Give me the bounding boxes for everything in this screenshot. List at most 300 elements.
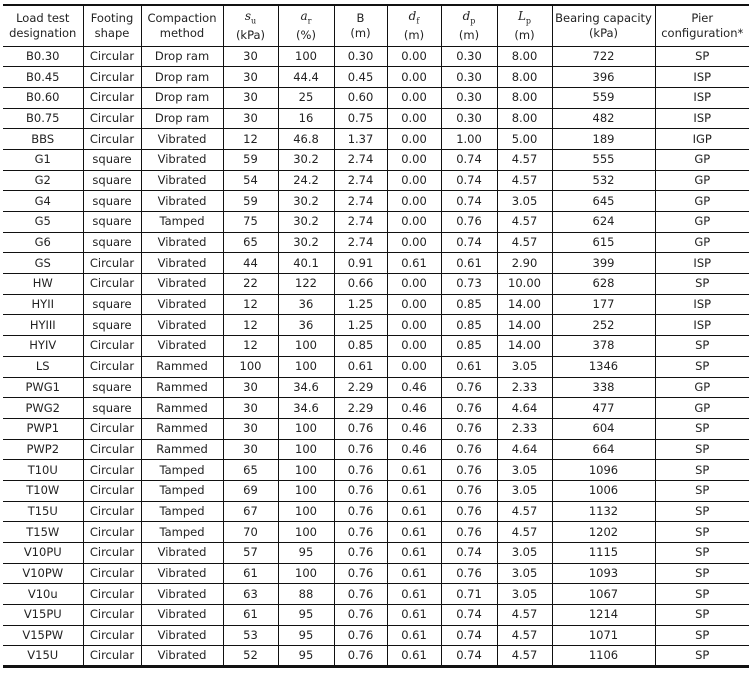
cell-su: 59: [223, 191, 278, 212]
cell-b: 2.74: [334, 149, 387, 170]
cell-dp: 0.74: [441, 625, 497, 646]
header-compaction-method: [141, 5, 223, 46]
cell-dp: 0.85: [441, 294, 497, 315]
cell-dp: 0.76: [441, 501, 497, 522]
cell-footing-shape: square: [83, 315, 141, 336]
cell-ar: 36: [278, 315, 334, 336]
cell-bearing-capacity: 532: [552, 170, 655, 191]
cell-df: 0.00: [387, 87, 441, 108]
cell-compaction-method: Vibrated: [141, 646, 223, 667]
cell-compaction-method: Tamped: [141, 501, 223, 522]
cell-footing-shape: Circular: [83, 625, 141, 646]
cell-compaction-method: Tamped: [141, 212, 223, 233]
cell-compaction-method: Vibrated: [141, 563, 223, 584]
cell-ar: 46.8: [278, 129, 334, 150]
cell-pier-configuration: SP: [655, 543, 749, 564]
header-df: [387, 5, 441, 46]
cell-footing-shape: square: [83, 191, 141, 212]
cell-dp: 0.30: [441, 108, 497, 129]
cell-ar: 44.4: [278, 67, 334, 88]
cell-bearing-capacity: 664: [552, 439, 655, 460]
cell-pier-configuration: ISP: [655, 294, 749, 315]
cell-lp: 14.00: [497, 294, 552, 315]
table-row: [3, 418, 749, 439]
table-body: [3, 46, 749, 667]
cell-df: 0.61: [387, 522, 441, 543]
cell-df: 0.61: [387, 584, 441, 605]
cell-b: 0.85: [334, 336, 387, 357]
cell-b: 0.76: [334, 646, 387, 667]
cell-pier-configuration: SP: [655, 646, 749, 667]
cell-designation: G2: [3, 170, 83, 191]
cell-dp: 0.76: [441, 460, 497, 481]
cell-lp: 4.57: [497, 232, 552, 253]
cell-dp: 0.74: [441, 605, 497, 626]
cell-designation: PWG1: [3, 377, 83, 398]
cell-b: 0.61: [334, 356, 387, 377]
cell-df: 0.61: [387, 605, 441, 626]
cell-pier-configuration: GP: [655, 212, 749, 233]
cell-dp: 0.74: [441, 543, 497, 564]
cell-footing-shape: Circular: [83, 584, 141, 605]
table-row: [3, 625, 749, 646]
cell-su: 30: [223, 398, 278, 419]
table-row: [3, 191, 749, 212]
cell-b: 0.76: [334, 418, 387, 439]
cell-su: 12: [223, 129, 278, 150]
cell-dp: 0.76: [441, 398, 497, 419]
cell-footing-shape: Circular: [83, 501, 141, 522]
cell-dp: 0.76: [441, 522, 497, 543]
header-load-test-designation: [3, 5, 83, 46]
cell-pier-configuration: GP: [655, 232, 749, 253]
table-row: [3, 253, 749, 274]
cell-footing-shape: square: [83, 149, 141, 170]
cell-df: 0.00: [387, 294, 441, 315]
cell-b: 0.76: [334, 439, 387, 460]
cell-su: 57: [223, 543, 278, 564]
cell-su: 100: [223, 356, 278, 377]
cell-lp: 4.57: [497, 605, 552, 626]
cell-pier-configuration: SP: [655, 46, 749, 67]
cell-footing-shape: Circular: [83, 543, 141, 564]
symbol-sub: u: [251, 15, 257, 25]
cell-bearing-capacity: 1093: [552, 563, 655, 584]
cell-bearing-capacity: 1214: [552, 605, 655, 626]
cell-pier-configuration: SP: [655, 501, 749, 522]
cell-footing-shape: Circular: [83, 605, 141, 626]
cell-ar: 30.2: [278, 191, 334, 212]
cell-b: 0.91: [334, 253, 387, 274]
cell-designation: V10PU: [3, 543, 83, 564]
header-bearing-capacity: [552, 5, 655, 46]
cell-dp: 1.00: [441, 129, 497, 150]
cell-designation: HYIII: [3, 315, 83, 336]
cell-b: 0.30: [334, 46, 387, 67]
cell-lp: 4.64: [497, 439, 552, 460]
cell-designation: T15W: [3, 522, 83, 543]
cell-su: 65: [223, 460, 278, 481]
header-line2: (m): [514, 27, 535, 42]
cell-lp: 4.57: [497, 625, 552, 646]
cell-ar: 16: [278, 108, 334, 129]
cell-su: 30: [223, 439, 278, 460]
cell-lp: 4.57: [497, 522, 552, 543]
cell-footing-shape: Circular: [83, 646, 141, 667]
cell-bearing-capacity: 1115: [552, 543, 655, 564]
cell-footing-shape: Circular: [83, 336, 141, 357]
cell-lp: 3.05: [497, 460, 552, 481]
cell-ar: 30.2: [278, 149, 334, 170]
cell-b: 2.29: [334, 377, 387, 398]
cell-footing-shape: Circular: [83, 67, 141, 88]
cell-df: 0.46: [387, 439, 441, 460]
cell-dp: 0.76: [441, 418, 497, 439]
header-line2: (m): [458, 27, 480, 42]
cell-df: 0.00: [387, 356, 441, 377]
cell-footing-shape: square: [83, 377, 141, 398]
cell-lp: 3.05: [497, 563, 552, 584]
cell-footing-shape: Circular: [83, 418, 141, 439]
cell-b: 2.74: [334, 232, 387, 253]
cell-ar: 100: [278, 563, 334, 584]
cell-pier-configuration: ISP: [655, 315, 749, 336]
cell-su: 69: [223, 480, 278, 501]
cell-designation: V10PW: [3, 563, 83, 584]
cell-lp: 14.00: [497, 336, 552, 357]
cell-su: 63: [223, 584, 278, 605]
cell-dp: 0.76: [441, 377, 497, 398]
cell-b: 0.75: [334, 108, 387, 129]
cell-pier-configuration: SP: [655, 605, 749, 626]
cell-dp: 0.74: [441, 191, 497, 212]
cell-lp: 2.90: [497, 253, 552, 274]
cell-footing-shape: square: [83, 212, 141, 233]
cell-ar: 40.1: [278, 253, 334, 274]
header-symbol: [463, 9, 476, 23]
cell-compaction-method: Drop ram: [141, 67, 223, 88]
cell-su: 30: [223, 87, 278, 108]
cell-su: 30: [223, 418, 278, 439]
cell-pier-configuration: GP: [655, 170, 749, 191]
cell-compaction-method: Rammed: [141, 439, 223, 460]
cell-ar: 100: [278, 439, 334, 460]
header-line2: (m): [350, 25, 371, 40]
cell-su: 12: [223, 294, 278, 315]
cell-compaction-method: Rammed: [141, 418, 223, 439]
cell-compaction-method: Vibrated: [141, 294, 223, 315]
cell-b: 0.66: [334, 274, 387, 295]
cell-pier-configuration: SP: [655, 480, 749, 501]
cell-footing-shape: square: [83, 398, 141, 419]
cell-ar: 100: [278, 336, 334, 357]
cell-ar: 100: [278, 418, 334, 439]
cell-designation: G5: [3, 212, 83, 233]
cell-df: 0.46: [387, 418, 441, 439]
cell-su: 12: [223, 336, 278, 357]
cell-pier-configuration: SP: [655, 336, 749, 357]
cell-dp: 0.76: [441, 212, 497, 233]
cell-designation: PWP1: [3, 418, 83, 439]
table-row: [3, 377, 749, 398]
cell-compaction-method: Rammed: [141, 398, 223, 419]
cell-lp: 4.64: [497, 398, 552, 419]
cell-su: 61: [223, 563, 278, 584]
header-lp: [497, 5, 552, 46]
cell-designation: B0.60: [3, 87, 83, 108]
cell-pier-configuration: IGP: [655, 129, 749, 150]
cell-dp: 0.30: [441, 67, 497, 88]
cell-lp: 3.05: [497, 191, 552, 212]
cell-lp: 3.05: [497, 356, 552, 377]
cell-ar: 95: [278, 543, 334, 564]
cell-df: 0.00: [387, 149, 441, 170]
cell-designation: PWG2: [3, 398, 83, 419]
cell-bearing-capacity: 1106: [552, 646, 655, 667]
table-row: [3, 108, 749, 129]
cell-lp: 3.05: [497, 480, 552, 501]
cell-compaction-method: Rammed: [141, 356, 223, 377]
cell-b: 1.37: [334, 129, 387, 150]
header-line2: (m): [403, 27, 425, 42]
cell-lp: 4.57: [497, 212, 552, 233]
cell-pier-configuration: GP: [655, 377, 749, 398]
header-dp: [441, 5, 497, 46]
cell-footing-shape: square: [83, 170, 141, 191]
cell-footing-shape: Circular: [83, 522, 141, 543]
cell-lp: 4.57: [497, 501, 552, 522]
header-row: [3, 5, 749, 46]
cell-compaction-method: Vibrated: [141, 129, 223, 150]
cell-lp: 8.00: [497, 46, 552, 67]
cell-designation: B0.30: [3, 46, 83, 67]
symbol-main: L: [517, 8, 526, 23]
cell-df: 0.00: [387, 191, 441, 212]
cell-pier-configuration: GP: [655, 149, 749, 170]
cell-bearing-capacity: 645: [552, 191, 655, 212]
cell-dp: 0.74: [441, 232, 497, 253]
cell-b: 0.76: [334, 584, 387, 605]
table-row: [3, 356, 749, 377]
cell-compaction-method: Vibrated: [141, 170, 223, 191]
header-symbol: [245, 9, 256, 23]
cell-dp: 0.61: [441, 356, 497, 377]
cell-ar: 95: [278, 625, 334, 646]
cell-b: 0.76: [334, 625, 387, 646]
cell-compaction-method: Vibrated: [141, 605, 223, 626]
cell-ar: 100: [278, 501, 334, 522]
cell-pier-configuration: SP: [655, 625, 749, 646]
header-line2: shape: [94, 25, 130, 40]
cell-b: 0.45: [334, 67, 387, 88]
cell-su: 22: [223, 274, 278, 295]
table-header: [3, 5, 749, 46]
cell-compaction-method: Vibrated: [141, 315, 223, 336]
cell-dp: 0.73: [441, 274, 497, 295]
table-row: [3, 398, 749, 419]
cell-b: 0.76: [334, 501, 387, 522]
cell-bearing-capacity: 722: [552, 46, 655, 67]
cell-su: 54: [223, 170, 278, 191]
cell-compaction-method: Vibrated: [141, 274, 223, 295]
header-line1: Bearing capacity: [555, 10, 652, 25]
cell-df: 0.00: [387, 108, 441, 129]
cell-dp: 0.71: [441, 584, 497, 605]
cell-su: 67: [223, 501, 278, 522]
cell-pier-configuration: SP: [655, 274, 749, 295]
cell-designation: B0.75: [3, 108, 83, 129]
cell-bearing-capacity: 604: [552, 418, 655, 439]
table-row: [3, 480, 749, 501]
cell-compaction-method: Tamped: [141, 460, 223, 481]
cell-dp: 0.76: [441, 480, 497, 501]
load-test-table: [3, 4, 749, 668]
cell-dp: 0.30: [441, 46, 497, 67]
cell-ar: 30.2: [278, 232, 334, 253]
cell-designation: BBS: [3, 129, 83, 150]
cell-ar: 24.2: [278, 170, 334, 191]
cell-bearing-capacity: 1096: [552, 460, 655, 481]
cell-footing-shape: Circular: [83, 253, 141, 274]
cell-compaction-method: Rammed: [141, 377, 223, 398]
cell-ar: 122: [278, 274, 334, 295]
cell-lp: 4.57: [497, 170, 552, 191]
cell-df: 0.46: [387, 377, 441, 398]
cell-lp: 4.57: [497, 149, 552, 170]
cell-compaction-method: Drop ram: [141, 46, 223, 67]
cell-su: 12: [223, 315, 278, 336]
cell-lp: 3.05: [497, 543, 552, 564]
cell-ar: 30.2: [278, 212, 334, 233]
table-row: [3, 129, 749, 150]
cell-ar: 100: [278, 460, 334, 481]
cell-lp: 8.00: [497, 67, 552, 88]
cell-dp: 0.74: [441, 170, 497, 191]
cell-footing-shape: Circular: [83, 460, 141, 481]
table-row: [3, 232, 749, 253]
cell-bearing-capacity: 482: [552, 108, 655, 129]
cell-b: 0.76: [334, 522, 387, 543]
table-row: [3, 212, 749, 233]
cell-dp: 0.76: [441, 563, 497, 584]
cell-pier-configuration: SP: [655, 460, 749, 481]
cell-df: 0.61: [387, 543, 441, 564]
header-su: [223, 5, 278, 46]
cell-pier-configuration: ISP: [655, 87, 749, 108]
header-line2: method: [159, 25, 205, 40]
cell-designation: T10U: [3, 460, 83, 481]
header-line1: Footing: [90, 10, 134, 25]
header-line1: Compaction: [147, 10, 217, 25]
table-row: [3, 543, 749, 564]
cell-su: 65: [223, 232, 278, 253]
cell-ar: 34.6: [278, 377, 334, 398]
cell-designation: HYIV: [3, 336, 83, 357]
cell-compaction-method: Vibrated: [141, 584, 223, 605]
cell-designation: G4: [3, 191, 83, 212]
cell-designation: G6: [3, 232, 83, 253]
cell-designation: V15PW: [3, 625, 83, 646]
header-line1: Pier: [691, 10, 714, 25]
table-row: [3, 67, 749, 88]
cell-su: 75: [223, 212, 278, 233]
cell-designation: B0.45: [3, 67, 83, 88]
cell-bearing-capacity: 338: [552, 377, 655, 398]
cell-footing-shape: square: [83, 232, 141, 253]
cell-designation: T15U: [3, 501, 83, 522]
header-pier-configuration: [655, 5, 749, 46]
header-line2: (kPa): [588, 25, 619, 40]
cell-pier-configuration: SP: [655, 418, 749, 439]
cell-designation: V15PU: [3, 605, 83, 626]
cell-pier-configuration: GP: [655, 398, 749, 419]
cell-designation: LS: [3, 356, 83, 377]
cell-b: 0.60: [334, 87, 387, 108]
cell-dp: 0.76: [441, 439, 497, 460]
cell-ar: 100: [278, 356, 334, 377]
table-row: [3, 646, 749, 667]
cell-df: 0.61: [387, 480, 441, 501]
cell-bearing-capacity: 177: [552, 294, 655, 315]
cell-pier-configuration: SP: [655, 584, 749, 605]
cell-pier-configuration: GP: [655, 191, 749, 212]
cell-df: 0.46: [387, 398, 441, 419]
cell-ar: 100: [278, 522, 334, 543]
cell-compaction-method: Vibrated: [141, 625, 223, 646]
cell-footing-shape: Circular: [83, 108, 141, 129]
cell-dp: 0.85: [441, 315, 497, 336]
cell-ar: 36: [278, 294, 334, 315]
cell-designation: HYII: [3, 294, 83, 315]
table-row: [3, 274, 749, 295]
cell-df: 0.00: [387, 336, 441, 357]
cell-designation: V15U: [3, 646, 83, 667]
cell-pier-configuration: ISP: [655, 253, 749, 274]
cell-df: 0.00: [387, 232, 441, 253]
cell-b: 2.74: [334, 191, 387, 212]
cell-ar: 88: [278, 584, 334, 605]
cell-pier-configuration: ISP: [655, 108, 749, 129]
cell-bearing-capacity: 378: [552, 336, 655, 357]
table-row: [3, 87, 749, 108]
cell-lp: 4.57: [497, 646, 552, 667]
cell-bearing-capacity: 628: [552, 274, 655, 295]
cell-compaction-method: Vibrated: [141, 232, 223, 253]
cell-bearing-capacity: 559: [552, 87, 655, 108]
header-line2: designation: [9, 25, 77, 40]
cell-lp: 8.00: [497, 87, 552, 108]
cell-compaction-method: Vibrated: [141, 253, 223, 274]
cell-su: 70: [223, 522, 278, 543]
header-line2: (%): [296, 27, 316, 42]
cell-su: 61: [223, 605, 278, 626]
header-line2: (kPa): [235, 27, 266, 42]
cell-designation: T10W: [3, 480, 83, 501]
cell-b: 1.25: [334, 294, 387, 315]
cell-dp: 0.74: [441, 149, 497, 170]
cell-ar: 25: [278, 87, 334, 108]
cell-footing-shape: Circular: [83, 274, 141, 295]
cell-su: 53: [223, 625, 278, 646]
symbol-main: d: [462, 8, 471, 23]
cell-footing-shape: Circular: [83, 563, 141, 584]
cell-ar: 95: [278, 646, 334, 667]
cell-compaction-method: Tamped: [141, 522, 223, 543]
cell-bearing-capacity: 399: [552, 253, 655, 274]
cell-lp: 3.05: [497, 584, 552, 605]
table-row: [3, 315, 749, 336]
cell-designation: V10u: [3, 584, 83, 605]
